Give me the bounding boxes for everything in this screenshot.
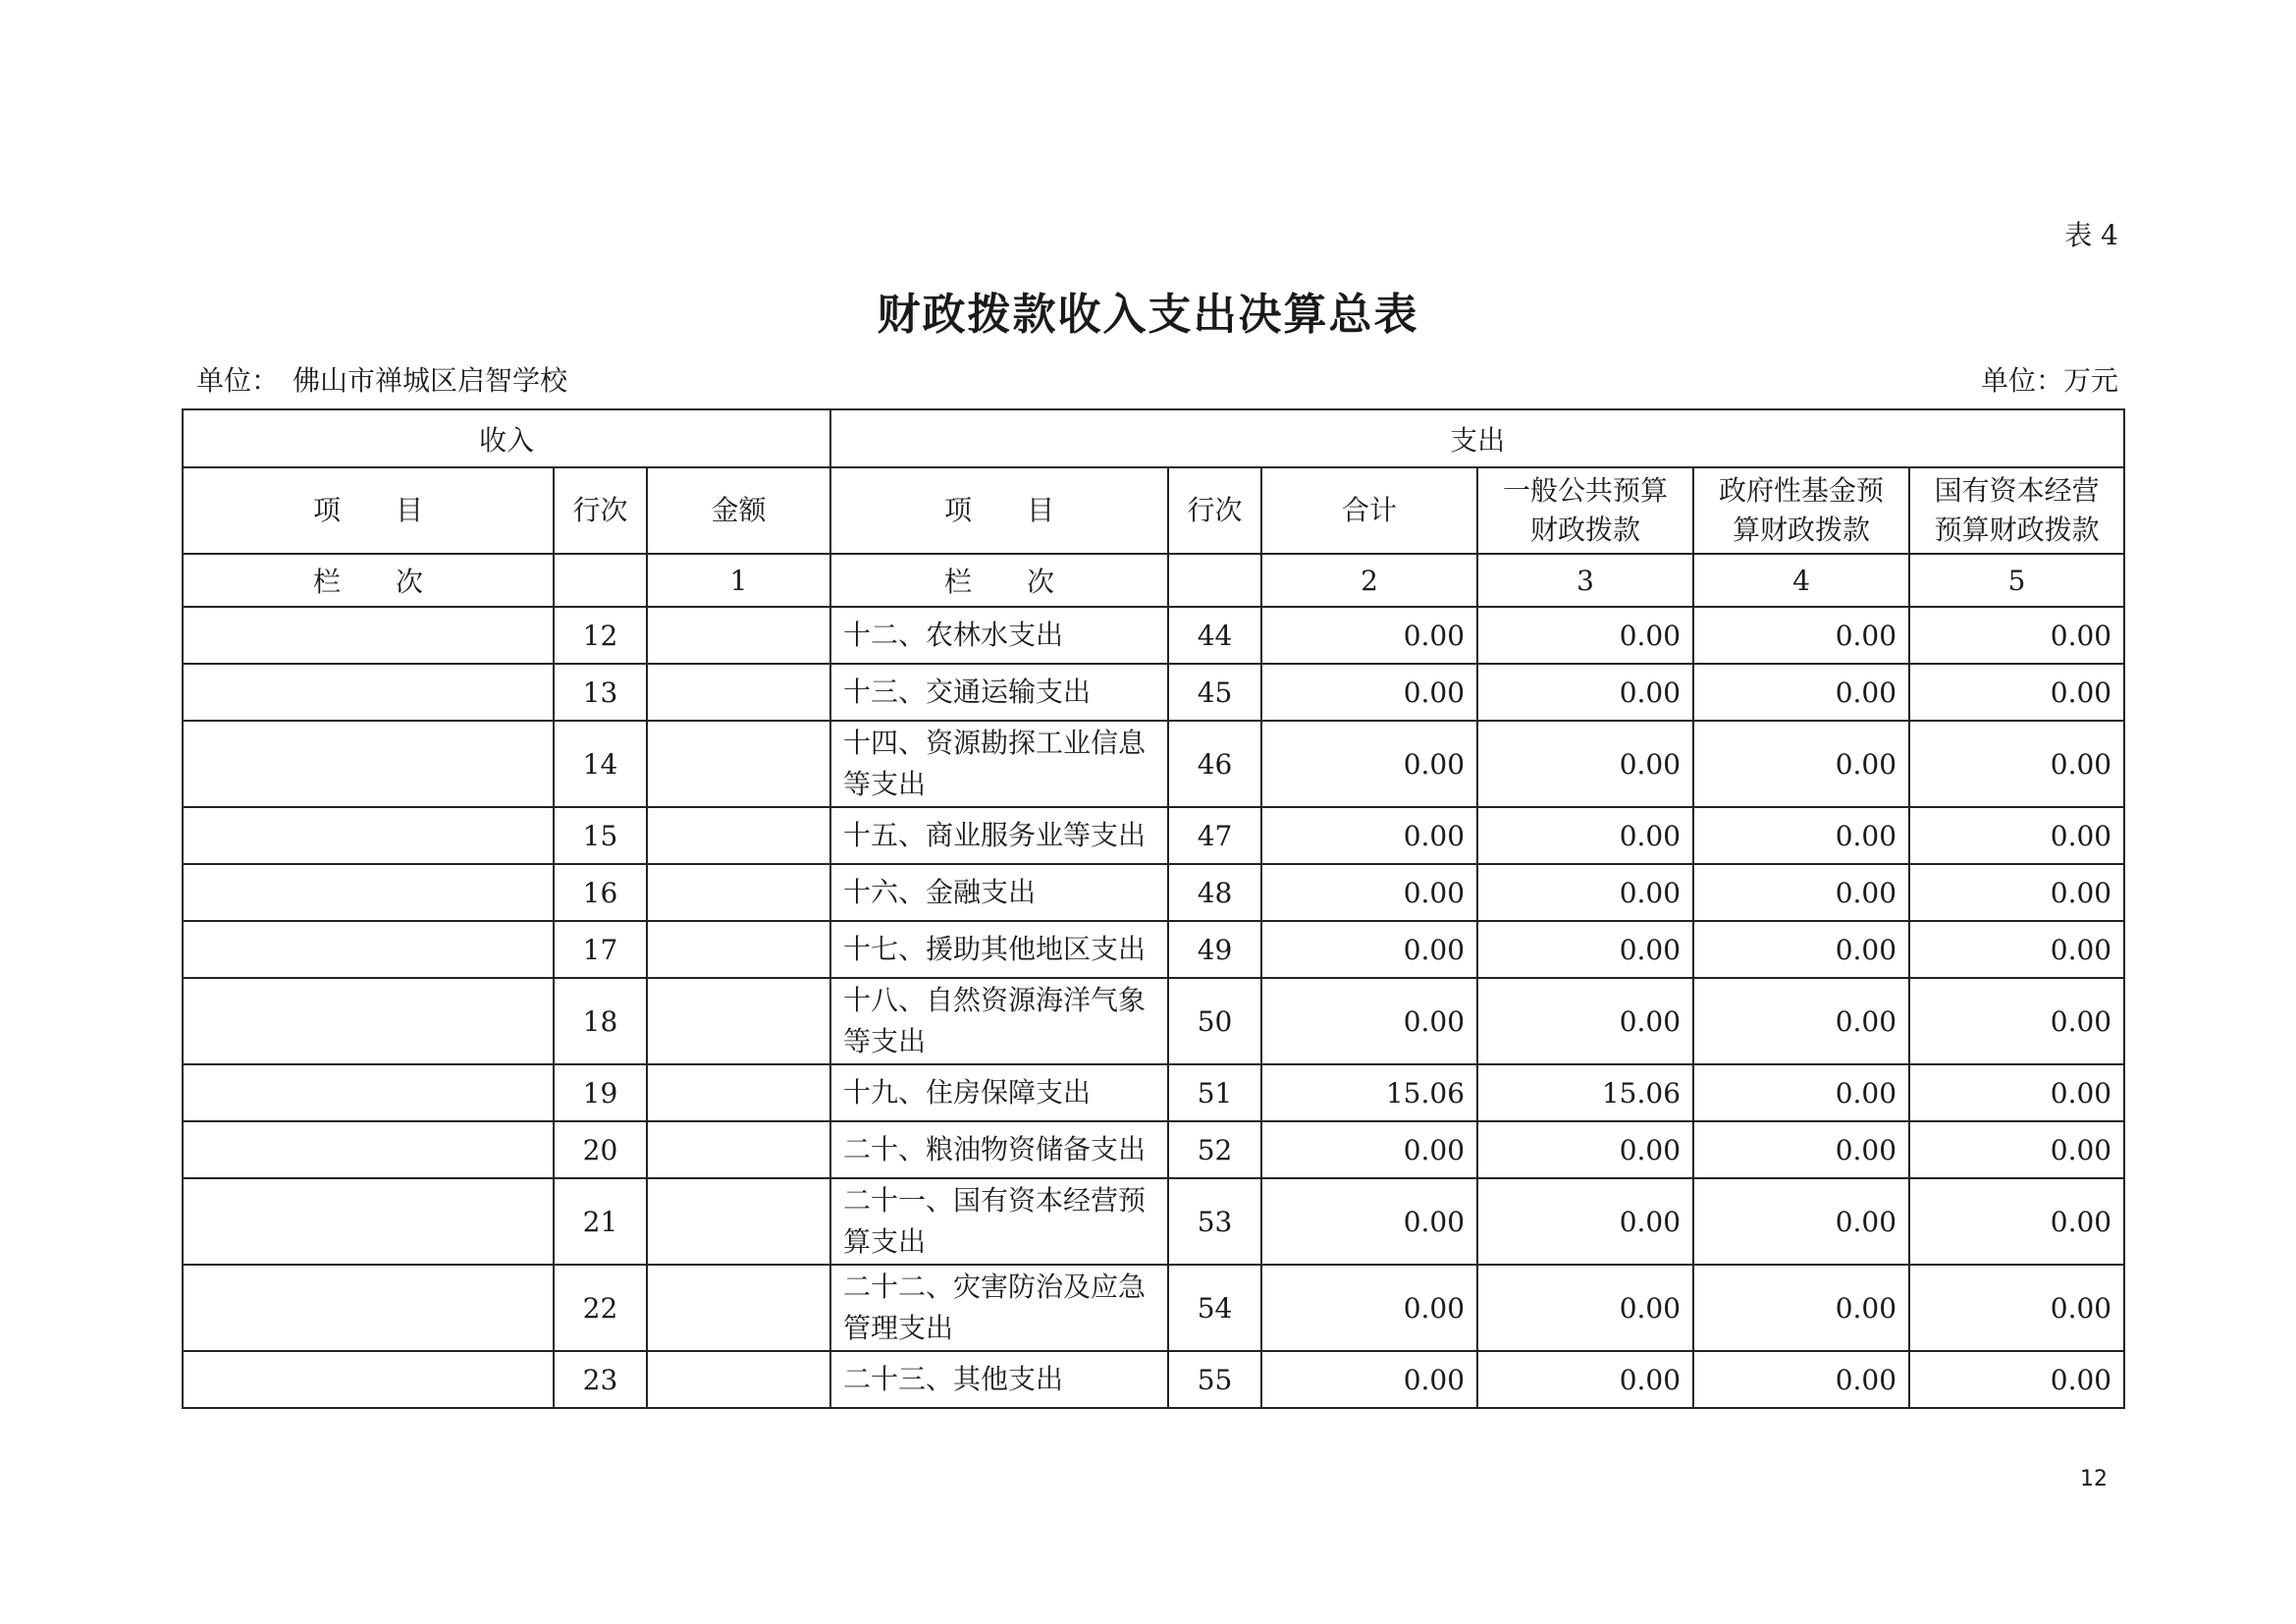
total-header: 合计 <box>1261 467 1477 554</box>
expenditure-item-cell: 二十二、灾害防治及应急管理支出 <box>830 1265 1168 1351</box>
table-row <box>183 721 2124 807</box>
state-capital-cell: 0.00 <box>1909 721 2124 807</box>
expenditure-item-header: 项 目 <box>830 467 1168 554</box>
income-amount-cell <box>647 721 830 807</box>
income-section-header: 收入 <box>183 409 830 467</box>
income-row-no-cell: 12 <box>554 607 647 664</box>
general-budget-cell: 0.00 <box>1477 1178 1693 1265</box>
general-budget-cell: 0.00 <box>1477 1351 1693 1408</box>
total-cell: 15.06 <box>1261 1064 1477 1121</box>
general-budget-cell: 0.00 <box>1477 864 1693 921</box>
gov-fund-header: 政府性基金预算财政拨款 <box>1693 467 1909 554</box>
income-row-no-cell: 22 <box>554 1265 647 1351</box>
state-capital-cell: 0.00 <box>1909 1351 2124 1408</box>
expenditure-item-cell: 十八、自然资源海洋气象等支出 <box>830 978 1168 1064</box>
income-item-cell <box>183 921 554 978</box>
income-item-cell <box>183 1178 554 1265</box>
expenditure-item-cell: 二十、粮油物资储备支出 <box>830 1121 1168 1178</box>
income-row-no-header: 行次 <box>554 467 647 554</box>
income-item-cell <box>183 664 554 721</box>
table-row <box>183 921 2124 978</box>
income-row-no-cell: 20 <box>554 1121 647 1178</box>
total-cell: 0.00 <box>1261 721 1477 807</box>
table-row <box>183 807 2124 864</box>
gov-fund-cell: 0.00 <box>1693 664 1909 721</box>
total-lanci-col: 2 <box>1261 554 1477 607</box>
column-header-row <box>183 467 2124 554</box>
total-cell: 0.00 <box>1261 1121 1477 1178</box>
expenditure-row-no-cell: 45 <box>1168 664 1261 721</box>
state-capital-cell: 0.00 <box>1909 664 2124 721</box>
expenditure-row-no-cell: 49 <box>1168 921 1261 978</box>
income-amount-cell <box>647 921 830 978</box>
income-row-no-cell: 16 <box>554 864 647 921</box>
gov-fund-cell: 0.00 <box>1693 1351 1909 1408</box>
state-capital-cell: 0.00 <box>1909 921 2124 978</box>
general-budget-cell: 0.00 <box>1477 807 1693 864</box>
table-row <box>183 978 2124 1064</box>
income-item-header: 项 目 <box>183 467 554 554</box>
gov-fund-cell: 0.00 <box>1693 1265 1909 1351</box>
total-cell: 0.00 <box>1261 1351 1477 1408</box>
general-budget-cell: 0.00 <box>1477 1121 1693 1178</box>
gov-fund-cell: 0.00 <box>1693 1064 1909 1121</box>
income-row-no-cell: 15 <box>554 807 647 864</box>
section-header-row <box>183 409 2124 467</box>
expenditure-item-cell: 十六、金融支出 <box>830 864 1168 921</box>
total-cell: 0.00 <box>1261 1178 1477 1265</box>
table-row <box>183 864 2124 921</box>
expenditure-lanci-label: 栏 次 <box>830 554 1168 607</box>
gov-fund-cell: 0.00 <box>1693 607 1909 664</box>
general-budget-cell: 0.00 <box>1477 664 1693 721</box>
general-budget-cell: 15.06 <box>1477 1064 1693 1121</box>
column-index-row <box>183 554 2124 607</box>
income-item-cell <box>183 864 554 921</box>
expenditure-row-no-cell: 52 <box>1168 1121 1261 1178</box>
income-lanci-row-no <box>554 554 647 607</box>
total-cell: 0.00 <box>1261 921 1477 978</box>
expenditure-item-cell: 十二、农林水支出 <box>830 607 1168 664</box>
general-lanci-col: 3 <box>1477 554 1693 607</box>
state-capital-cell: 0.00 <box>1909 1178 2124 1265</box>
income-amount-cell <box>647 1064 830 1121</box>
expenditure-row-no-cell: 50 <box>1168 978 1261 1064</box>
expenditure-row-no-cell: 48 <box>1168 864 1261 921</box>
expenditure-row-no-header: 行次 <box>1168 467 1261 554</box>
expenditure-item-cell: 十七、援助其他地区支出 <box>830 921 1168 978</box>
income-amount-cell <box>647 978 830 1064</box>
income-item-cell <box>183 978 554 1064</box>
income-item-cell <box>183 721 554 807</box>
state-capital-cell: 0.00 <box>1909 978 2124 1064</box>
income-row-no-cell: 18 <box>554 978 647 1064</box>
income-row-no-cell: 19 <box>554 1064 647 1121</box>
unit-organization: 单位： 佛山市禅城区启智学校 <box>196 364 568 397</box>
income-amount-cell <box>647 807 830 864</box>
page-title: 财政拨款收入支出决算总表 <box>877 290 1419 340</box>
expenditure-item-cell: 十九、住房保障支出 <box>830 1064 1168 1121</box>
gov-fund-cell: 0.00 <box>1693 1121 1909 1178</box>
income-item-cell <box>183 1351 554 1408</box>
general-budget-cell: 0.00 <box>1477 721 1693 807</box>
expenditure-item-cell: 十四、资源勘探工业信息等支出 <box>830 721 1168 807</box>
expenditure-row-no-cell: 53 <box>1168 1178 1261 1265</box>
total-cell: 0.00 <box>1261 807 1477 864</box>
gov-fund-cell: 0.00 <box>1693 921 1909 978</box>
income-item-cell <box>183 807 554 864</box>
table-row <box>183 1265 2124 1351</box>
gov-fund-cell: 0.00 <box>1693 978 1909 1064</box>
expenditure-item-cell: 十五、商业服务业等支出 <box>830 807 1168 864</box>
income-amount-cell <box>647 864 830 921</box>
state-capital-cell: 0.00 <box>1909 1121 2124 1178</box>
income-amount-cell <box>647 607 830 664</box>
income-amount-cell <box>647 664 830 721</box>
general-budget-cell: 0.00 <box>1477 1265 1693 1351</box>
income-row-no-cell: 23 <box>554 1351 647 1408</box>
capital-lanci-col: 5 <box>1909 554 2124 607</box>
table-row <box>183 1351 2124 1408</box>
gov-fund-cell: 0.00 <box>1693 807 1909 864</box>
income-item-cell <box>183 1064 554 1121</box>
state-capital-cell: 0.00 <box>1909 607 2124 664</box>
income-amount-cell <box>647 1265 830 1351</box>
income-amount-cell <box>647 1121 830 1178</box>
total-cell: 0.00 <box>1261 864 1477 921</box>
table-row <box>183 664 2124 721</box>
general-budget-header: 一般公共预算财政拨款 <box>1477 467 1693 554</box>
income-lanci-label: 栏 次 <box>183 554 554 607</box>
expenditure-row-no-cell: 54 <box>1168 1265 1261 1351</box>
general-budget-cell: 0.00 <box>1477 921 1693 978</box>
expenditure-row-no-cell: 46 <box>1168 721 1261 807</box>
income-item-cell <box>183 1265 554 1351</box>
income-amount-header: 金额 <box>647 467 830 554</box>
expenditure-item-cell: 十三、交通运输支出 <box>830 664 1168 721</box>
unit-currency: 单位：万元 <box>1980 364 2118 397</box>
table-body <box>183 607 2124 1408</box>
income-amount-cell <box>647 1178 830 1265</box>
total-cell: 0.00 <box>1261 978 1477 1064</box>
total-cell: 0.00 <box>1261 607 1477 664</box>
expenditure-lanci-row-no <box>1168 554 1261 607</box>
general-budget-cell: 0.00 <box>1477 978 1693 1064</box>
income-row-no-cell: 14 <box>554 721 647 807</box>
page-number: 12 <box>2080 1467 2108 1491</box>
expenditure-row-no-cell: 55 <box>1168 1351 1261 1408</box>
state-capital-header: 国有资本经营预算财政拨款 <box>1909 467 2124 554</box>
income-row-no-cell: 13 <box>554 664 647 721</box>
gov-fund-cell: 0.00 <box>1693 721 1909 807</box>
gov-fund-cell: 0.00 <box>1693 1178 1909 1265</box>
fund-lanci-col: 4 <box>1693 554 1909 607</box>
expenditure-section-header: 支出 <box>830 409 2124 467</box>
income-item-cell <box>183 607 554 664</box>
general-budget-cell: 0.00 <box>1477 607 1693 664</box>
income-item-cell <box>183 1121 554 1178</box>
gov-fund-cell: 0.00 <box>1693 864 1909 921</box>
expenditure-row-no-cell: 44 <box>1168 607 1261 664</box>
total-cell: 0.00 <box>1261 1265 1477 1351</box>
income-lanci-col: 1 <box>647 554 830 607</box>
table-row <box>183 1064 2124 1121</box>
expenditure-row-no-cell: 47 <box>1168 807 1261 864</box>
expenditure-row-no-cell: 51 <box>1168 1064 1261 1121</box>
expenditure-item-cell: 二十三、其他支出 <box>830 1351 1168 1408</box>
income-row-no-cell: 17 <box>554 921 647 978</box>
table-row <box>183 1121 2124 1178</box>
state-capital-cell: 0.00 <box>1909 1265 2124 1351</box>
total-cell: 0.00 <box>1261 664 1477 721</box>
state-capital-cell: 0.00 <box>1909 1064 2124 1121</box>
expenditure-item-cell: 二十一、国有资本经营预算支出 <box>830 1178 1168 1265</box>
budget-table <box>182 408 2125 1409</box>
income-row-no-cell: 21 <box>554 1178 647 1265</box>
income-amount-cell <box>647 1351 830 1408</box>
table-label: 表 4 <box>2064 219 2118 251</box>
state-capital-cell: 0.00 <box>1909 864 2124 921</box>
state-capital-cell: 0.00 <box>1909 807 2124 864</box>
table-row <box>183 607 2124 664</box>
table-row <box>183 1178 2124 1265</box>
